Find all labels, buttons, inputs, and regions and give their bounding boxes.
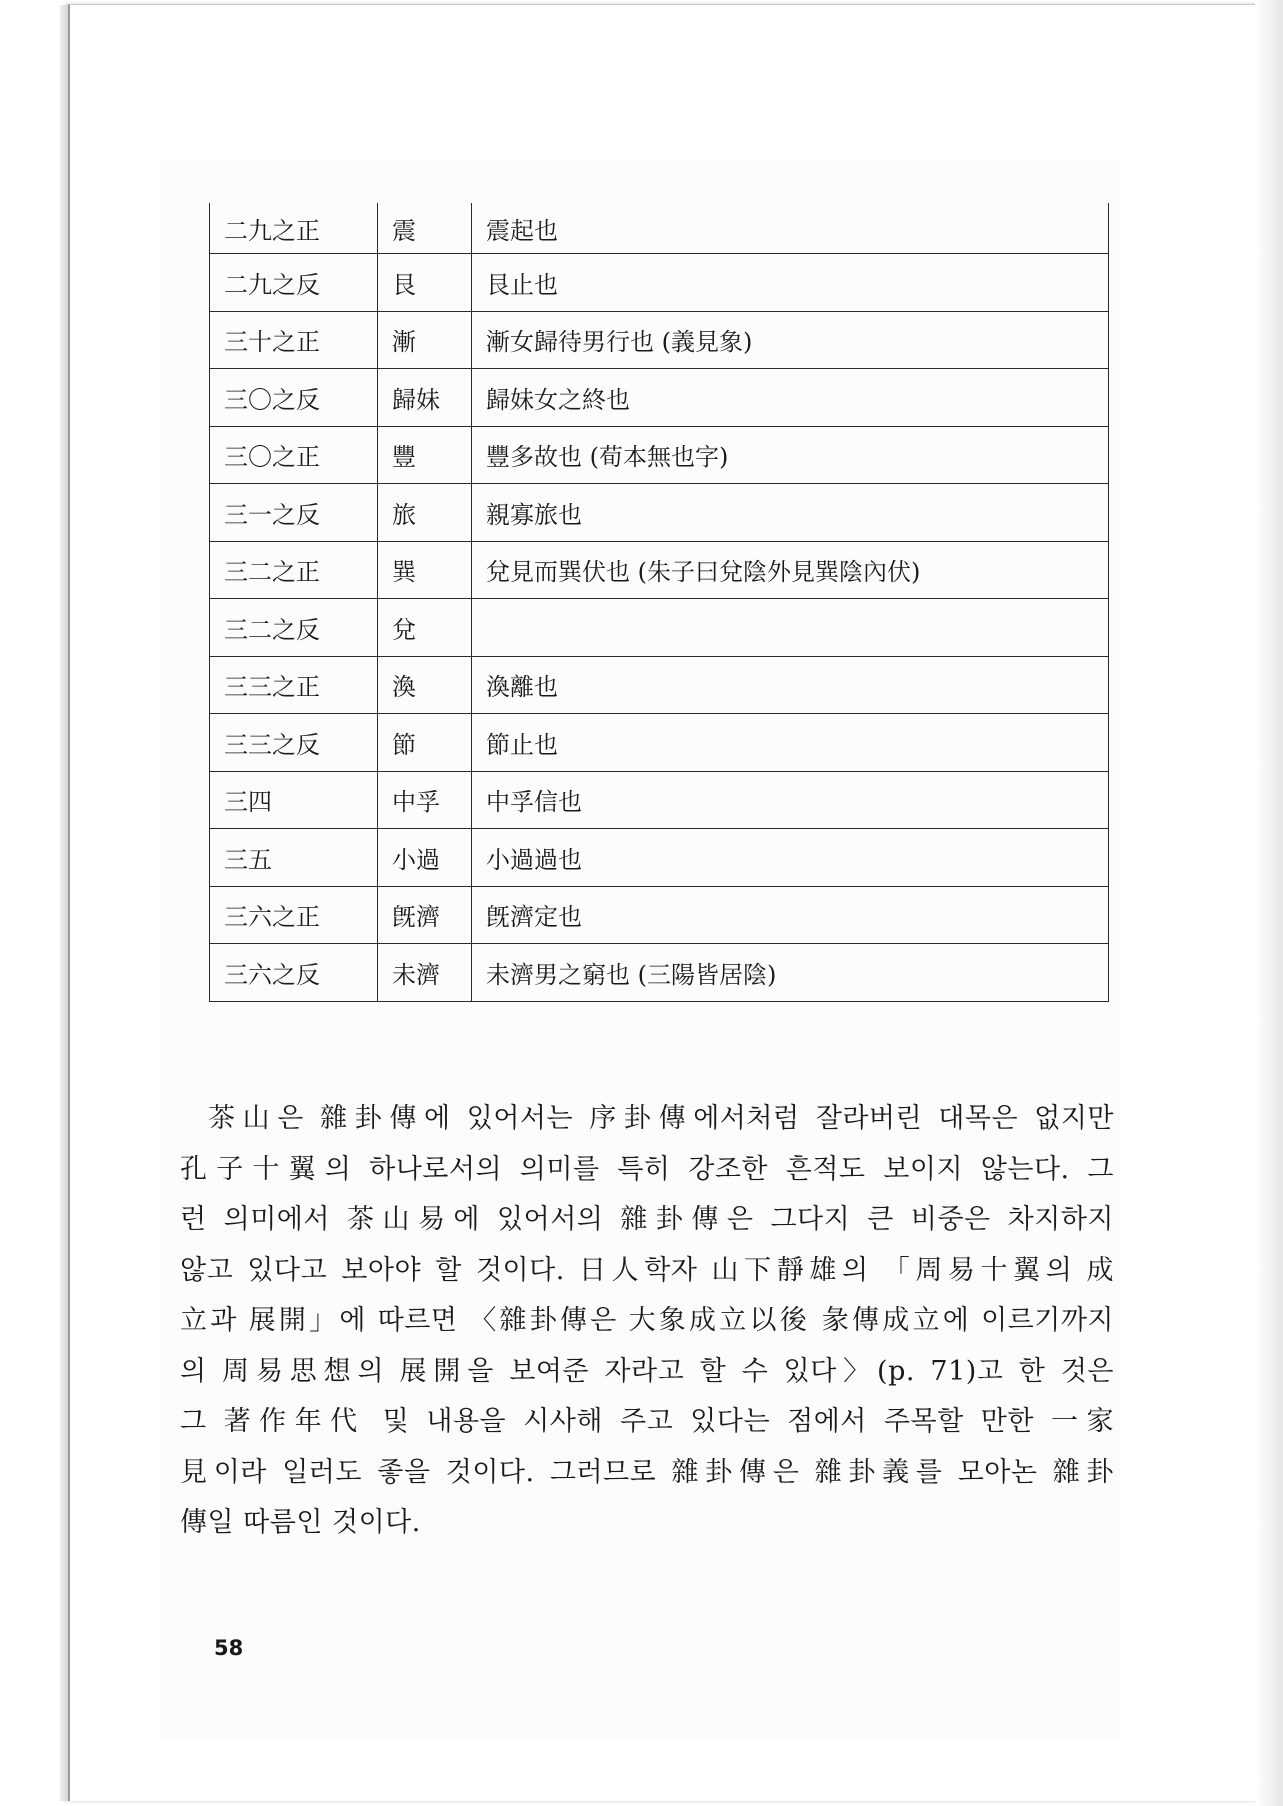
hexagram-table xyxy=(209,203,1109,1002)
table-row xyxy=(210,541,1109,599)
hexagram-comment-cell: 旣濟定也 xyxy=(472,886,1109,944)
text-line: 茶山은 雜卦傳에 있어서는 序卦傳에서처럼 잘라버린 대목은 없지만 xyxy=(208,1103,1114,1134)
hexagram-order-cell: 三〇之反 xyxy=(210,369,378,427)
body-text xyxy=(180,1094,1114,1549)
table-row xyxy=(210,203,1109,254)
hexagram-comment-cell: 未濟男之窮也 (三陽皆居陰) xyxy=(472,944,1109,1002)
hexagram-order-cell: 二九之正 xyxy=(210,203,378,254)
hexagram-name-cell: 旣濟 xyxy=(378,886,472,944)
table-row xyxy=(210,714,1109,772)
table-row xyxy=(210,484,1109,542)
hexagram-order-cell: 二九之反 xyxy=(210,254,378,312)
hexagram-order-cell: 三一之反 xyxy=(210,484,378,542)
hexagram-order-cell: 三六之反 xyxy=(210,944,378,1002)
hexagram-comment-cell: 渙離也 xyxy=(472,656,1109,714)
hexagram-name-cell: 豐 xyxy=(378,426,472,484)
text-line: 孔子十翼의 하나로서의 의미를 특히 강조한 흔적도 보이지 않는다. 그 xyxy=(180,1153,1114,1185)
hexagram-comment-cell: 中孚信也 xyxy=(472,771,1109,829)
hexagram-comment-cell: 親寡旅也 xyxy=(472,484,1109,542)
hexagram-order-cell: 三四 xyxy=(210,771,378,829)
table-row xyxy=(210,656,1109,714)
hexagram-order-cell: 三十之正 xyxy=(210,311,378,369)
hexagram-name-cell: 未濟 xyxy=(378,944,472,1002)
hexagram-name-cell: 漸 xyxy=(378,311,472,369)
hexagram-name-cell: 艮 xyxy=(378,254,472,312)
table-row xyxy=(210,311,1109,369)
hexagram-name-cell: 旅 xyxy=(378,484,472,542)
table-row xyxy=(210,254,1109,312)
hexagram-order-cell: 三二之正 xyxy=(210,541,378,599)
text-line: 傳일 따름인 것이다. xyxy=(180,1507,421,1538)
table-row xyxy=(210,426,1109,484)
hexagram-order-cell: 三五 xyxy=(210,829,378,887)
page-number: 58 xyxy=(214,1636,244,1660)
table-row xyxy=(210,944,1109,1002)
hexagram-comment-cell: 小過過也 xyxy=(472,829,1109,887)
text-line: 見이라 일러도 좋을 것이다. 그러므로 雜卦傳은 雜卦義를 모아논 雜卦 xyxy=(180,1456,1114,1488)
hexagram-comment-cell: 豐多故也 (荀本無也字) xyxy=(472,426,1109,484)
table-row xyxy=(210,886,1109,944)
hexagram-name-cell: 中孚 xyxy=(378,771,472,829)
hexagram-comment-cell xyxy=(472,599,1109,657)
hexagram-comment-cell: 歸妹女之終也 xyxy=(472,369,1109,427)
hexagram-comment-cell: 震起也 xyxy=(472,203,1109,254)
text-line: 않고 있다고 보아야 할 것이다. 日人학자 山下靜雄의 「周易十翼의 成 xyxy=(180,1254,1114,1286)
text-line: 런 의미에서 茶山易에 있어서의 雜卦傳은 그다지 큰 비중은 차지하지 xyxy=(180,1204,1114,1235)
hexagram-order-cell: 三三之反 xyxy=(210,714,378,772)
hexagram-name-cell: 渙 xyxy=(378,656,472,714)
hexagram-comment-cell: 節止也 xyxy=(472,714,1109,772)
hexagram-name-cell: 震 xyxy=(378,203,472,254)
text-line: 立과 展開」에 따르면 〈雜卦傳은 大象成立以後 彖傳成立에 이르기까지 xyxy=(180,1305,1114,1336)
hexagram-order-cell: 三二之反 xyxy=(210,599,378,657)
page-right-edge xyxy=(1255,0,1283,1806)
table-row xyxy=(210,599,1109,657)
hexagram-order-cell: 三三之正 xyxy=(210,656,378,714)
text-line: 의 周易思想의 展開을 보여준 자라고 할 수 있다〉(p. 71)고 한 것은 xyxy=(180,1355,1114,1387)
table-row xyxy=(210,771,1109,829)
hexagram-comment-cell: 漸女歸待男行也 (義見象) xyxy=(472,311,1109,369)
hexagram-name-cell: 小過 xyxy=(378,829,472,887)
hexagram-name-cell: 節 xyxy=(378,714,472,772)
hexagram-order-cell: 三六之正 xyxy=(210,886,378,944)
hexagram-name-cell: 歸妹 xyxy=(378,369,472,427)
text-line: 그 著作年代 및 내용을 시사해 주고 있다는 점에서 주목할 만한 一家 xyxy=(180,1406,1114,1437)
hexagram-comment-cell: 艮止也 xyxy=(472,254,1109,312)
table-row xyxy=(210,369,1109,427)
hexagram-name-cell: 兌 xyxy=(378,599,472,657)
hexagram-comment-cell: 兌見而巽伏也 (朱子曰兌陰外見巽陰內伏) xyxy=(472,541,1109,599)
table-row xyxy=(210,829,1109,887)
hexagram-name-cell: 巽 xyxy=(378,541,472,599)
hexagram-order-cell: 三〇之正 xyxy=(210,426,378,484)
